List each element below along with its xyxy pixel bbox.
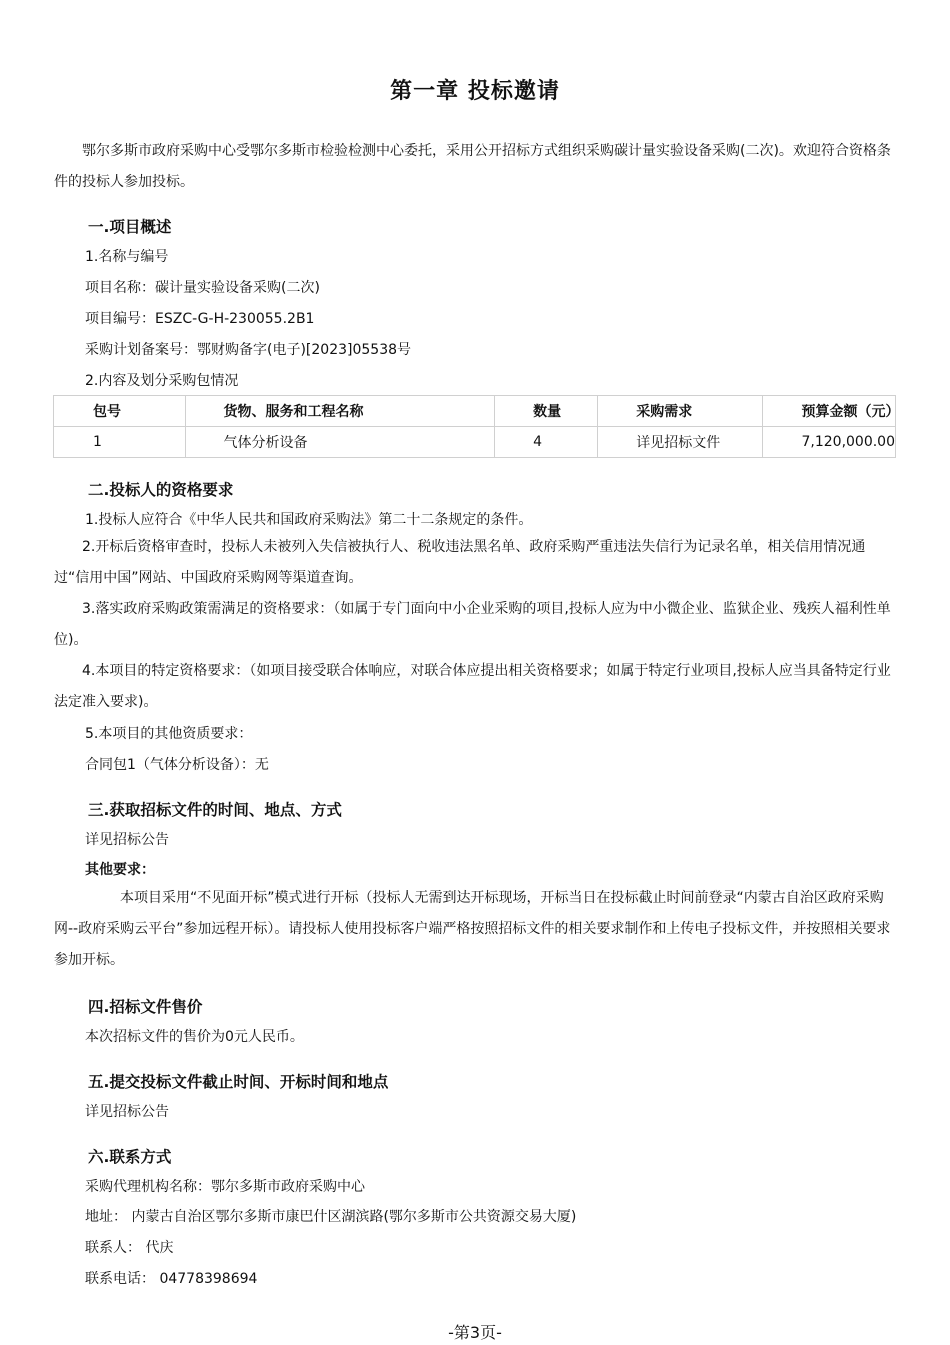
address: 地址： 内蒙古自治区鄂尔多斯市康巴什区湖滨路(鄂尔多斯市公共资源交易大厦) [85, 1209, 577, 1225]
section4-heading: 四.招标文件售价 [88, 998, 203, 1016]
project-name: 项目名称：碳计量实验设备采购(二次) [85, 280, 320, 296]
table-cell: 详见招标文件 [598, 427, 763, 458]
qualification-item: 4.本项目的特定资格要求：（如项目接受联合体响应，对联合体应提出相关资格要求；如属于特定行业项目,投标人应当具备特定行业法定准入要求)。 [54, 663, 891, 710]
table-cell: 4 [495, 427, 598, 458]
table-header: 货物、服务和工程名称 [185, 396, 495, 427]
contact-phone: 联系电话： 04778398694 [85, 1271, 258, 1287]
table-cell: 气体分析设备 [185, 427, 495, 458]
section2-heading: 二.投标人的资格要求 [88, 481, 234, 499]
qualification-item: 1.投标人应符合《中华人民共和国政府采购法》第二十二条规定的条件。 [85, 512, 533, 528]
table-row [54, 427, 896, 458]
section3-text: 详见招标公告 [85, 832, 169, 848]
qualification-item: 3.落实政府采购政策需满足的资格要求：（如属于专门面向中小企业采购的项目,投标人应为中小微企业、监狱企业、残疾人福利性单位)。 [54, 601, 891, 648]
table-header: 预算金额（元） [763, 396, 896, 427]
qualification-item: 合同包1（气体分析设备）：无 [85, 757, 269, 773]
table-cell: 1 [54, 427, 186, 458]
page-number: -第3页- [448, 1323, 502, 1342]
qualification-item: 2.开标后资格审查时，投标人未被列入失信被执行人、税收违法黑名单、政府采购严重违法失信行为记录名单，相关信用情况通过“信用中国”网站、中国政府采购网等渠道查询。 [54, 539, 866, 586]
section1-heading: 一.项目概述 [88, 218, 172, 236]
section4-text: 本次招标文件的售价为0元人民币。 [85, 1029, 304, 1045]
agency-name: 采购代理机构名称：鄂尔多斯市政府采购中心 [85, 1179, 365, 1195]
other-requirements-label: 其他要求： [85, 862, 155, 878]
table-header-row [54, 396, 896, 427]
table-header: 数量 [495, 396, 598, 427]
contact-person: 联系人： 代庆 [85, 1240, 174, 1256]
section6-heading: 六.联系方式 [88, 1148, 172, 1166]
table-cell: 7,120,000.00 [763, 427, 896, 458]
section1-sub2: 2.内容及划分采购包情况 [85, 373, 239, 389]
plan-number: 采购计划备案号：鄂财购备字(电子)[2023]05538号 [85, 342, 412, 358]
table-header: 采购需求 [598, 396, 763, 427]
section3-heading: 三.获取招标文件的时间、地点、方式 [88, 801, 342, 819]
qualification-item: 5.本项目的其他资质要求： [85, 726, 253, 742]
chapter-title: 第一章 投标邀请 [390, 79, 560, 104]
package-table [53, 395, 900, 458]
section5-heading: 五.提交投标文件截止时间、开标时间和地点 [88, 1073, 389, 1091]
section5-text: 详见招标公告 [85, 1104, 169, 1120]
intro-paragraph: 鄂尔多斯市政府采购中心受鄂尔多斯市检验检测中心委托，采用公开招标方式组织采购碳计量实验设备采购(二次)。欢迎符合资格条件的投标人参加投标。 [54, 143, 891, 190]
table-header: 包号 [54, 396, 186, 427]
project-number: 项目编号：ESZC-G-H-230055.2B1 [85, 311, 315, 327]
section1-sub1: 1.名称与编号 [85, 249, 169, 265]
other-requirements-text: 本项目采用“不见面开标”模式进行开标（投标人无需到达开标现场，开标当日在投标截止时间前登录“内蒙古自治区政府采购网--政府采购云平台”参加远程开标）。请投标人使用投标客户端严格按照招标文件的相关要求制作和上传电子投标文件，并按照相关要求参加开标。 [54, 890, 891, 968]
